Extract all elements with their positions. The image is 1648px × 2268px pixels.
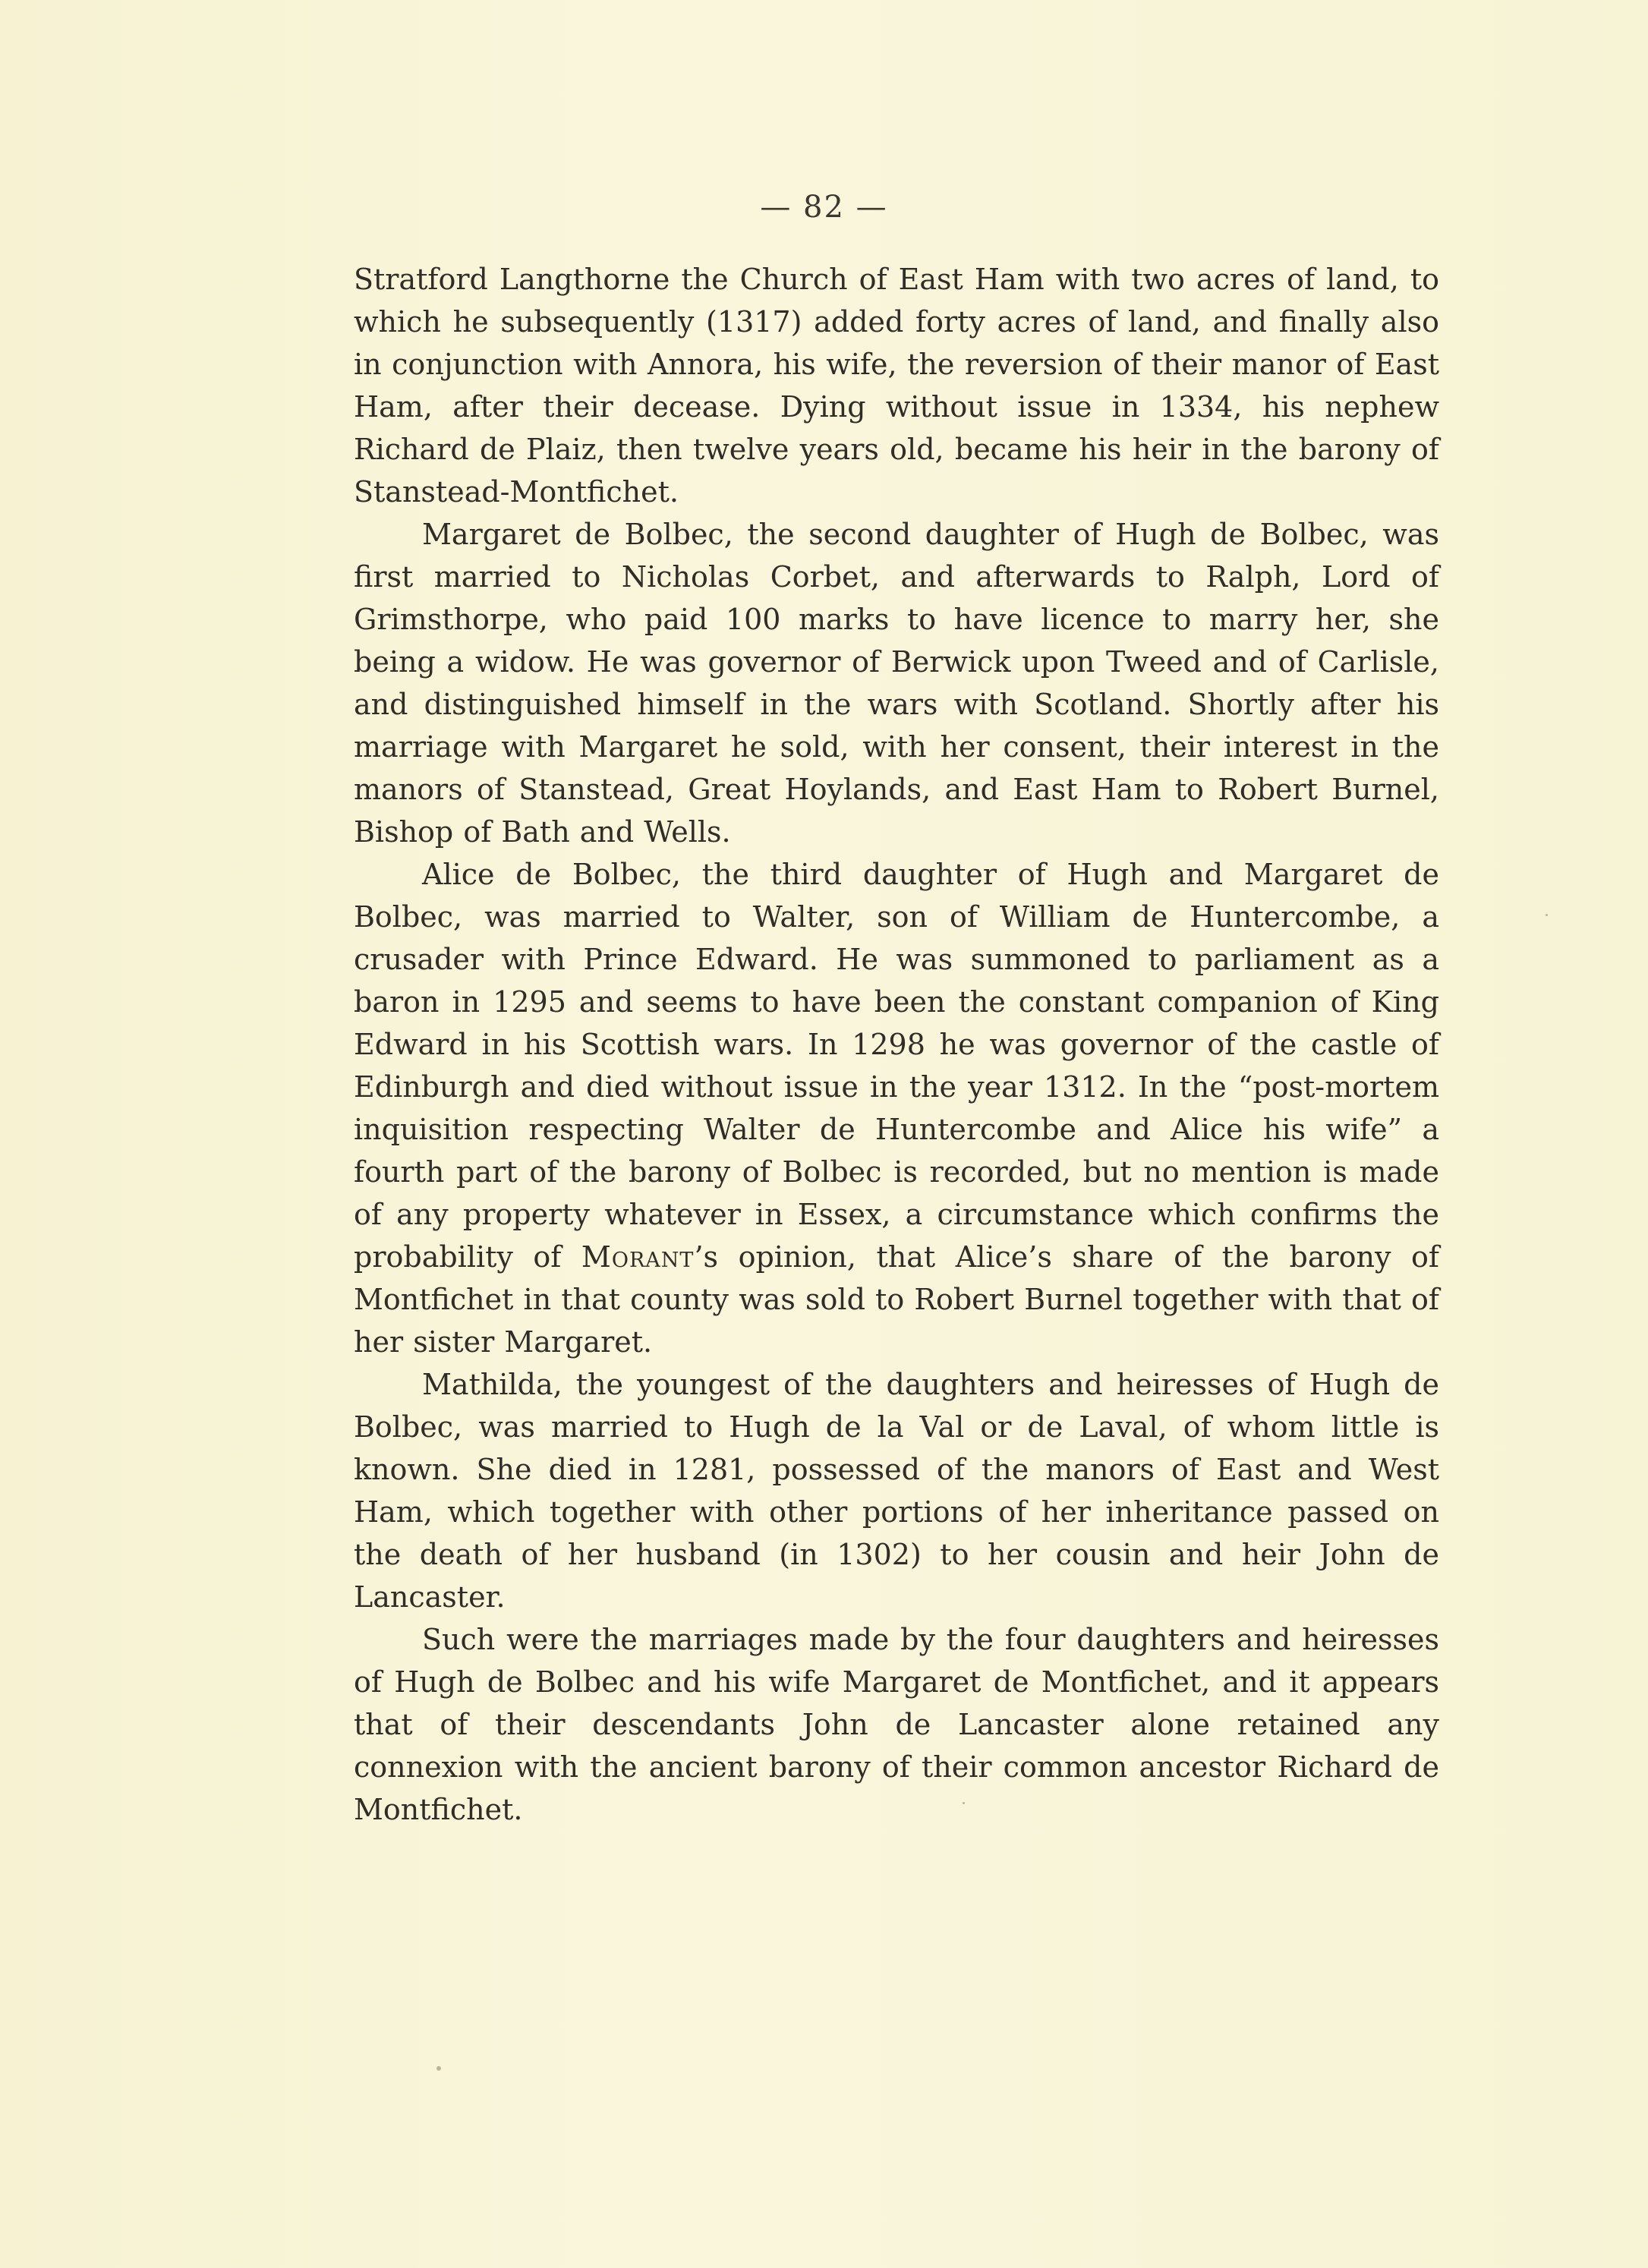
paragraph-5: Such were the marriages made by the four daughters and heiresses of Hugh de Bolbec and his wife Margaret de Montfichet, and it appears that of their descendants John de Lancaster alone retained any connexion with the ancient barony of their common ancestor Richard de Montfichet. — [354, 1623, 1439, 1826]
page-number: — 82 — — [760, 190, 888, 225]
paper-speck — [963, 1802, 965, 1804]
paragraph-1: Stratford Langthorne the Church of East Ham with two acres of land, to which he subsequently (1317) added forty acres of land, and finally also in conjunction with Annora, his wife, the reversion of their manor of East Ham, after their decease. Dying without issue in 1334, his nephew Richard de Plaiz, then twelve years old, became his heir in the barony of Stanstead-Montfichet. — [354, 263, 1439, 509]
paragraph-2: Margaret de Bolbec, the second daughter of Hugh de Bolbec, was first married to Nicholas Corbet, and afterwards to Ralph, Lord of Grimsthorpe, who paid 100 marks to have licence to marry her, she being a widow. He was governor of Berwick upon Tweed and of Carlisle, and distinguished himself in the wars with Scotland. Shortly after his marriage with Margaret he sold, with her consent, their interest in the manors of Stanstead, Great Hoylands, and East Ham to Robert Burnel, Bishop of Bath and Wells. — [354, 518, 1439, 849]
author-name-small-caps: Morant — [581, 1240, 695, 1274]
paragraph-3-text-before: Alice de Bolbec, the third daughter of Hugh and Margaret de Bolbec, was married to Walter, son of William de Huntercombe, a crusader with Prince Edward. He was summoned to parliament as a baron in 1295 and seems to have been the constant companion of King Edward in his Scottish wars. In 1298 he was governor of the castle of Edinburgh and died without issue in the year 1312. In the “post-mortem inquisition respecting Walter de Huntercombe and Alice his wife” a fourth part of the barony of Bolbec is recorded, but no mention is made of any property whatever in Essex, a circumstance which confirms the probability of — [354, 858, 1439, 1274]
paper-speck — [436, 2066, 441, 2071]
paragraph-4: Mathilda, the youngest of the daughters and heiresses of Hugh de Bolbec, was married to Hugh de la Val or de Laval, of whom little is known. She died in 1281, possessed of the manors of East and West Ham, which together with other portions of her inheritance passed on the death of her husband (in 1302) to her cousin and heir John de Lancaster. — [354, 1368, 1439, 1614]
body-text — [354, 258, 1439, 1831]
paragraph-3 — [354, 853, 1439, 1363]
paragraph-3-text-after: ’s opinion, that Alice’s share of the barony of Montfichet in that county was sold to Robert Burnel together with that of her sister Margaret. — [354, 1240, 1439, 1359]
paper-speck — [1546, 914, 1548, 916]
